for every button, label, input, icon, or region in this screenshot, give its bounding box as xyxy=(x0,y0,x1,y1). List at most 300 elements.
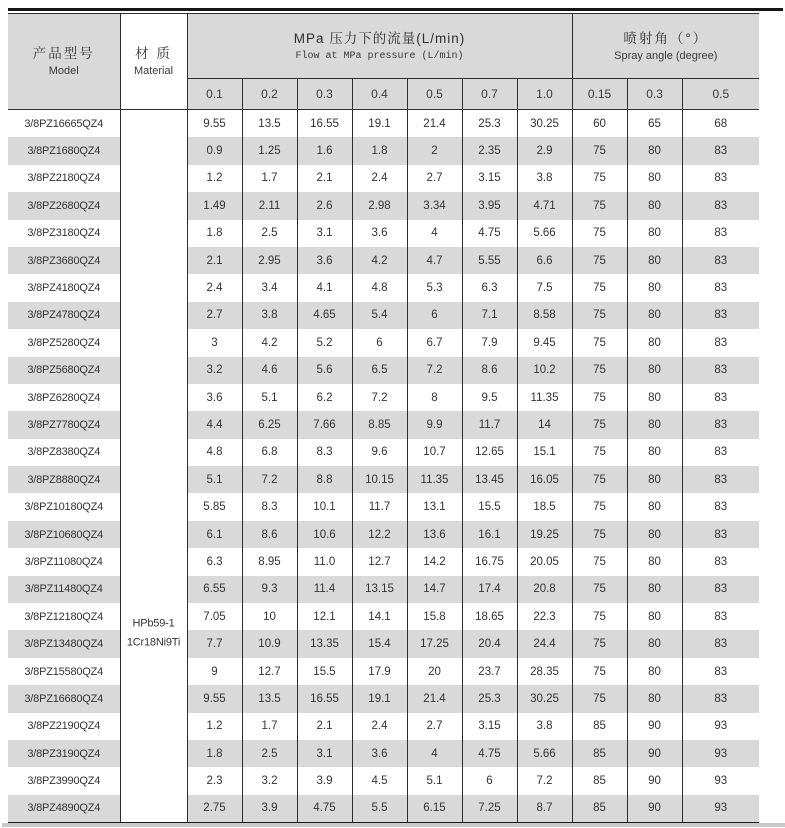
flow-value-cell: 2.1 xyxy=(187,247,242,274)
flow-value-cell: 1.7 xyxy=(242,713,297,740)
flow-value-cell: 3.6 xyxy=(352,740,407,767)
spray-value-cell: 75 xyxy=(572,439,627,466)
flow-value-cell: 2.4 xyxy=(352,165,407,192)
spray-value-cell: 75 xyxy=(572,411,627,438)
spray-value-cell: 83 xyxy=(714,364,728,377)
spray-value-cell: 83 xyxy=(714,638,728,651)
model-cell: 3/8PZ16680QZ4 xyxy=(8,685,120,712)
header-material-en: Material xyxy=(133,65,174,78)
flow-value-cell: 2.6 xyxy=(297,192,352,219)
flow-value-cell: 3.2 xyxy=(187,357,242,384)
flow-value-cell: 22.3 xyxy=(517,603,572,630)
flow-value-cell: 2.75 xyxy=(187,795,242,823)
flow-value-cell: 19.1 xyxy=(352,110,407,138)
spray-value-cell: 80 xyxy=(627,658,682,685)
flow-value-cell: 6.25 xyxy=(242,411,297,438)
spray-value-cell: 65 xyxy=(627,110,682,138)
spray-value-cell: 90 xyxy=(627,767,682,794)
flow-value-cell: 7.2 xyxy=(407,357,462,384)
flow-value-cell: 1.49 xyxy=(187,192,242,219)
flow-value-cell: 1.25 xyxy=(242,137,297,164)
flow-value-cell: 20 xyxy=(407,658,462,685)
spray-pressure-header: 0.5 xyxy=(682,79,759,110)
flow-value-cell: 2.9 xyxy=(517,137,572,164)
material-line1: HPb59-1 xyxy=(132,617,175,630)
spray-value-cell: 80 xyxy=(627,220,682,247)
spray-value-cell: 80 xyxy=(627,439,682,466)
flow-value-cell: 8.7 xyxy=(517,795,572,823)
flow-value-cell: 5.6 xyxy=(297,357,352,384)
flow-value-cell: 4.6 xyxy=(242,357,297,384)
flow-pressure-header: 0.3 xyxy=(297,79,352,110)
flow-value-cell: 14.2 xyxy=(407,548,462,575)
model-cell: 3/8PZ1680QZ4 xyxy=(8,137,120,164)
flow-value-cell: 13.1 xyxy=(407,493,462,520)
spray-value-cell: 80 xyxy=(627,630,682,657)
spray-pressure-header: 0.3 xyxy=(627,79,682,110)
flow-value-cell: 4 xyxy=(407,740,462,767)
flow-value-cell: 2.4 xyxy=(187,274,242,301)
spray-value-cell: 75 xyxy=(572,384,627,411)
flow-value-cell: 4.2 xyxy=(242,329,297,356)
flow-value-cell: 10.2 xyxy=(517,357,572,384)
model-cell: 3/8PZ6280QZ4 xyxy=(8,384,120,411)
spray-value-cell: 80 xyxy=(627,274,682,301)
spray-value-cell: 80 xyxy=(627,302,682,329)
spray-value-cell: 75 xyxy=(572,548,627,575)
flow-value-cell: 17.25 xyxy=(407,630,462,657)
flow-value-cell: 2.1 xyxy=(297,165,352,192)
flow-value-cell: 3.15 xyxy=(462,713,517,740)
flow-value-cell: 12.1 xyxy=(297,603,352,630)
spray-value-cell: 80 xyxy=(627,137,682,164)
flow-value-cell: 5.66 xyxy=(517,220,572,247)
spray-value-cell: 85 xyxy=(572,740,627,767)
spray-value-cell: 90 xyxy=(627,795,682,823)
flow-value-cell: 2.4 xyxy=(352,713,407,740)
flow-value-cell: 5.4 xyxy=(352,302,407,329)
flow-value-cell: 3.1 xyxy=(297,740,352,767)
flow-value-cell: 21.4 xyxy=(407,110,462,138)
flow-value-cell: 6.15 xyxy=(407,795,462,823)
spray-value-cell: 83 xyxy=(714,336,728,349)
flow-value-cell: 5.1 xyxy=(187,466,242,493)
flow-value-cell: 13.5 xyxy=(242,685,297,712)
model-cell: 3/8PZ5280QZ4 xyxy=(8,329,120,356)
flow-value-cell: 7.2 xyxy=(242,466,297,493)
table-row xyxy=(8,110,759,138)
spray-value-cell: 75 xyxy=(572,329,627,356)
flow-value-cell: 16.05 xyxy=(517,466,572,493)
flow-value-cell: 1.2 xyxy=(187,165,242,192)
flow-value-cell: 9.55 xyxy=(187,685,242,712)
flow-value-cell: 5.2 xyxy=(297,329,352,356)
model-cell: 3/8PZ15580QZ4 xyxy=(8,658,120,685)
flow-value-cell: 4.4 xyxy=(187,411,242,438)
flow-value-cell: 15.8 xyxy=(407,603,462,630)
model-cell: 3/8PZ4890QZ4 xyxy=(8,795,120,823)
flow-value-cell: 4 xyxy=(407,220,462,247)
flow-value-cell: 3.6 xyxy=(187,384,242,411)
page-edge-band xyxy=(2,823,785,827)
flow-value-cell: 4.75 xyxy=(462,220,517,247)
flow-value-cell: 2.11 xyxy=(242,192,297,219)
header-flow-en: Flow at MPa pressure (L/min) xyxy=(295,50,464,62)
header-model-en: Model xyxy=(48,65,79,78)
flow-value-cell: 2.35 xyxy=(462,137,517,164)
flow-value-cell: 2.7 xyxy=(407,165,462,192)
flow-value-cell: 11.7 xyxy=(352,493,407,520)
flow-value-cell: 7.25 xyxy=(462,795,517,823)
spray-value-cell: 80 xyxy=(627,685,682,712)
flow-value-cell: 6.7 xyxy=(407,329,462,356)
flow-value-cell: 10 xyxy=(242,603,297,630)
spray-value-cell: 80 xyxy=(627,357,682,384)
spray-value-cell: 83 xyxy=(714,528,728,541)
flow-value-cell: 9.55 xyxy=(187,110,242,138)
spray-value-cell: 75 xyxy=(572,466,627,493)
flow-value-cell: 5.55 xyxy=(462,247,517,274)
flow-value-cell: 4.2 xyxy=(352,247,407,274)
spray-value-cell: 83 xyxy=(714,199,728,212)
flow-value-cell: 6.2 xyxy=(297,384,352,411)
flow-value-cell: 3.8 xyxy=(517,165,572,192)
spray-value-cell: 75 xyxy=(572,137,627,164)
spray-value-cell: 75 xyxy=(572,165,627,192)
flow-value-cell: 20.05 xyxy=(517,548,572,575)
flow-value-cell: 4.7 xyxy=(407,247,462,274)
flow-value-cell: 7.2 xyxy=(517,767,572,794)
flow-value-cell: 1.8 xyxy=(187,740,242,767)
header-material xyxy=(120,14,187,110)
flow-value-cell: 25.3 xyxy=(462,685,517,712)
flow-value-cell: 18.5 xyxy=(517,493,572,520)
spray-pressure-header: 0.15 xyxy=(572,79,627,110)
spray-value-cell: 83 xyxy=(714,555,728,568)
flow-value-cell: 1.2 xyxy=(187,713,242,740)
spray-value-cell: 93 xyxy=(714,747,728,760)
spray-value-cell: 80 xyxy=(627,411,682,438)
spray-value-cell: 83 xyxy=(714,418,728,431)
flow-value-cell: 3.6 xyxy=(352,220,407,247)
flow-value-cell: 2.7 xyxy=(187,302,242,329)
flow-value-cell: 20.4 xyxy=(462,630,517,657)
flow-value-cell: 4.75 xyxy=(462,740,517,767)
flow-value-cell: 4.75 xyxy=(297,795,352,823)
spray-value-cell: 83 xyxy=(714,227,728,240)
flow-value-cell: 21.4 xyxy=(407,685,462,712)
flow-value-cell: 2.1 xyxy=(297,713,352,740)
flow-value-cell: 11.35 xyxy=(407,466,462,493)
flow-value-cell: 12.7 xyxy=(242,658,297,685)
flow-value-cell: 8.6 xyxy=(462,357,517,384)
flow-value-cell: 12.2 xyxy=(352,521,407,548)
flow-value-cell: 10.7 xyxy=(407,439,462,466)
flow-value-cell: 7.05 xyxy=(187,603,242,630)
model-cell: 3/8PZ8380QZ4 xyxy=(8,439,120,466)
flow-value-cell: 14.7 xyxy=(407,576,462,603)
flow-value-cell: 10.9 xyxy=(242,630,297,657)
header-spray-zh: 喷射角（°） xyxy=(623,30,709,46)
model-cell: 3/8PZ7780QZ4 xyxy=(8,411,120,438)
flow-value-cell: 30.25 xyxy=(517,110,572,138)
material-cell xyxy=(120,110,187,824)
flow-value-cell: 2.5 xyxy=(242,740,297,767)
spray-value-cell: 93 xyxy=(714,802,728,815)
flow-value-cell: 4.71 xyxy=(517,192,572,219)
spray-value-cell: 80 xyxy=(627,165,682,192)
flow-value-cell: 2.5 xyxy=(242,220,297,247)
header-material-zh: 材 质 xyxy=(135,46,172,62)
model-cell: 3/8PZ12180QZ4 xyxy=(8,603,120,630)
flow-value-cell: 9.9 xyxy=(407,411,462,438)
spray-value-cell: 83 xyxy=(714,309,728,322)
spray-value-cell: 75 xyxy=(572,220,627,247)
spray-value-cell: 80 xyxy=(627,548,682,575)
flow-value-cell: 7.66 xyxy=(297,411,352,438)
spray-value-cell: 75 xyxy=(572,357,627,384)
flow-value-cell: 4.1 xyxy=(297,274,352,301)
spray-value-cell: 75 xyxy=(572,603,627,630)
flow-value-cell: 3.95 xyxy=(462,192,517,219)
flow-value-cell: 8.8 xyxy=(297,466,352,493)
flow-value-cell: 13.45 xyxy=(462,466,517,493)
material-line2: 1Cr18Ni9Ti xyxy=(126,636,181,649)
spray-value-cell: 80 xyxy=(627,329,682,356)
flow-pressure-header: 0.7 xyxy=(462,79,517,110)
spray-value-cell: 80 xyxy=(627,603,682,630)
spray-value-cell: 75 xyxy=(572,493,627,520)
flow-value-cell: 5.66 xyxy=(517,740,572,767)
flow-value-cell: 1.8 xyxy=(352,137,407,164)
flow-value-cell: 3.4 xyxy=(242,274,297,301)
spray-value-cell: 75 xyxy=(572,274,627,301)
header-flow-group xyxy=(187,14,572,79)
flow-value-cell: 11.7 xyxy=(462,411,517,438)
flow-pressure-header: 0.2 xyxy=(242,79,297,110)
model-cell: 3/8PZ4780QZ4 xyxy=(8,302,120,329)
flow-value-cell: 16.1 xyxy=(462,521,517,548)
flow-value-cell: 4.8 xyxy=(187,439,242,466)
flow-pressure-header: 0.1 xyxy=(187,79,242,110)
flow-value-cell: 12.7 xyxy=(352,548,407,575)
spray-value-cell: 75 xyxy=(572,302,627,329)
spray-value-cell: 83 xyxy=(714,446,728,459)
flow-value-cell: 8.3 xyxy=(297,439,352,466)
model-cell: 3/8PZ16665QZ4 xyxy=(8,110,120,138)
spray-value-cell: 80 xyxy=(627,384,682,411)
flow-value-cell: 6.6 xyxy=(517,247,572,274)
flow-value-cell: 23.7 xyxy=(462,658,517,685)
spray-value-cell: 85 xyxy=(572,795,627,823)
flow-value-cell: 7.1 xyxy=(462,302,517,329)
flow-value-cell: 6.5 xyxy=(352,357,407,384)
table-header xyxy=(8,14,759,110)
model-cell: 3/8PZ8880QZ4 xyxy=(8,466,120,493)
flow-value-cell: 20.8 xyxy=(517,576,572,603)
flow-value-cell: 5.85 xyxy=(187,493,242,520)
model-cell: 3/8PZ2190QZ4 xyxy=(8,713,120,740)
flow-value-cell: 11.35 xyxy=(517,384,572,411)
flow-pressure-header: 0.4 xyxy=(352,79,407,110)
flow-value-cell: 10.1 xyxy=(297,493,352,520)
flow-value-cell: 4.5 xyxy=(352,767,407,794)
flow-value-cell: 7.5 xyxy=(517,274,572,301)
flow-value-cell: 24.4 xyxy=(517,630,572,657)
flow-value-cell: 6.1 xyxy=(187,521,242,548)
flow-value-cell: 5.1 xyxy=(242,384,297,411)
flow-value-cell: 3.15 xyxy=(462,165,517,192)
spray-value-cell: 75 xyxy=(572,658,627,685)
flow-value-cell: 1.6 xyxy=(297,137,352,164)
spray-value-cell: 80 xyxy=(627,247,682,274)
flow-value-cell: 10.6 xyxy=(297,521,352,548)
flow-value-cell: 14 xyxy=(517,411,572,438)
flow-value-cell: 16.55 xyxy=(297,685,352,712)
model-cell: 3/8PZ10680QZ4 xyxy=(8,521,120,548)
header-model xyxy=(8,14,120,110)
flow-value-cell: 13.15 xyxy=(352,576,407,603)
flow-value-cell: 5.5 xyxy=(352,795,407,823)
flow-pressure-header: 1.0 xyxy=(517,79,572,110)
model-cell: 3/8PZ5680QZ4 xyxy=(8,357,120,384)
spray-value-cell: 83 xyxy=(714,391,728,404)
flow-value-cell: 28.35 xyxy=(517,658,572,685)
flow-value-cell: 7.9 xyxy=(462,329,517,356)
flow-value-cell: 2.95 xyxy=(242,247,297,274)
spray-value-cell: 93 xyxy=(714,775,728,788)
flow-value-cell: 9.5 xyxy=(462,384,517,411)
spray-value-cell: 90 xyxy=(627,713,682,740)
flow-value-cell: 9.3 xyxy=(242,576,297,603)
flow-value-cell: 30.25 xyxy=(517,685,572,712)
flow-value-cell: 12.65 xyxy=(462,439,517,466)
flow-value-cell: 6 xyxy=(407,302,462,329)
flow-value-cell: 3.34 xyxy=(407,192,462,219)
flow-value-cell: 14.1 xyxy=(352,603,407,630)
model-cell: 3/8PZ10180QZ4 xyxy=(8,493,120,520)
flow-value-cell: 2 xyxy=(407,137,462,164)
spray-value-cell: 83 xyxy=(714,665,728,678)
model-cell: 3/8PZ3190QZ4 xyxy=(8,740,120,767)
spray-value-cell: 75 xyxy=(572,521,627,548)
spray-value-cell: 83 xyxy=(714,254,728,267)
flow-value-cell: 6 xyxy=(352,329,407,356)
flow-value-cell: 7.2 xyxy=(352,384,407,411)
flow-value-cell: 2.98 xyxy=(352,192,407,219)
flow-value-cell: 8.58 xyxy=(517,302,572,329)
flow-value-cell: 3.8 xyxy=(517,713,572,740)
flow-value-cell: 11.4 xyxy=(297,576,352,603)
flow-value-cell: 17.9 xyxy=(352,658,407,685)
spray-value-cell: 75 xyxy=(572,192,627,219)
spray-value-cell: 75 xyxy=(572,685,627,712)
flow-value-cell: 5.1 xyxy=(407,767,462,794)
flow-value-cell: 8.3 xyxy=(242,493,297,520)
spray-value-cell: 83 xyxy=(714,282,728,295)
flow-value-cell: 8.6 xyxy=(242,521,297,548)
spray-value-cell: 80 xyxy=(627,576,682,603)
spray-value-cell: 83 xyxy=(714,610,728,623)
flow-value-cell: 2.7 xyxy=(407,713,462,740)
flow-value-cell: 19.1 xyxy=(352,685,407,712)
flow-value-cell: 2.3 xyxy=(187,767,242,794)
spray-value-cell: 90 xyxy=(627,740,682,767)
flow-value-cell: 4.65 xyxy=(297,302,352,329)
spray-value-cell: 80 xyxy=(627,493,682,520)
header-flow-zh: MPa 压力下的流量(L/min) xyxy=(293,31,466,47)
spray-value-cell: 80 xyxy=(627,521,682,548)
spec-table-sheet xyxy=(8,8,783,824)
flow-value-cell: 17.4 xyxy=(462,576,517,603)
model-cell: 3/8PZ3180QZ4 xyxy=(8,220,120,247)
flow-value-cell: 1.7 xyxy=(242,165,297,192)
flow-value-cell: 15.4 xyxy=(352,630,407,657)
flow-value-cell: 7.7 xyxy=(187,630,242,657)
header-spray-group xyxy=(572,14,759,79)
flow-value-cell: 6 xyxy=(462,767,517,794)
flow-value-cell: 5.3 xyxy=(407,274,462,301)
nozzle-spec-table xyxy=(8,13,759,824)
flow-value-cell: 13.6 xyxy=(407,521,462,548)
flow-value-cell: 3.2 xyxy=(242,767,297,794)
flow-value-cell: 9.45 xyxy=(517,329,572,356)
flow-value-cell: 10.15 xyxy=(352,466,407,493)
spray-value-cell: 83 xyxy=(714,501,728,514)
flow-value-cell: 13.35 xyxy=(297,630,352,657)
flow-value-cell: 3.9 xyxy=(297,767,352,794)
flow-value-cell: 8.95 xyxy=(242,548,297,575)
header-model-zh: 产品型号 xyxy=(32,46,95,62)
spray-value-cell: 83 xyxy=(714,692,728,705)
model-cell: 3/8PZ13480QZ4 xyxy=(8,630,120,657)
flow-value-cell: 8 xyxy=(407,384,462,411)
flow-value-cell: 13.5 xyxy=(242,110,297,138)
flow-value-cell: 18.65 xyxy=(462,603,517,630)
flow-value-cell: 19.25 xyxy=(517,521,572,548)
flow-value-cell: 6.8 xyxy=(242,439,297,466)
spray-value-cell: 80 xyxy=(627,192,682,219)
flow-value-cell: 4.8 xyxy=(352,274,407,301)
model-cell: 3/8PZ3680QZ4 xyxy=(8,247,120,274)
model-cell: 3/8PZ11480QZ4 xyxy=(8,576,120,603)
flow-value-cell: 6.55 xyxy=(187,576,242,603)
flow-value-cell: 3 xyxy=(187,329,242,356)
flow-value-cell: 1.8 xyxy=(187,220,242,247)
flow-value-cell: 16.55 xyxy=(297,110,352,138)
spray-value-cell: 83 xyxy=(714,145,728,158)
flow-value-cell: 3.6 xyxy=(297,247,352,274)
flow-value-cell: 3.8 xyxy=(242,302,297,329)
spray-value-cell: 75 xyxy=(572,576,627,603)
flow-value-cell: 15.1 xyxy=(517,439,572,466)
flow-value-cell: 15.5 xyxy=(462,493,517,520)
model-cell: 3/8PZ11080QZ4 xyxy=(8,548,120,575)
spray-value-cell: 85 xyxy=(572,713,627,740)
spray-value-cell: 68 xyxy=(714,117,728,130)
table-body xyxy=(8,110,759,824)
model-cell: 3/8PZ3990QZ4 xyxy=(8,767,120,794)
spray-value-cell: 93 xyxy=(714,720,728,733)
flow-value-cell: 3.1 xyxy=(297,220,352,247)
flow-value-cell: 9.6 xyxy=(352,439,407,466)
flow-value-cell: 11.0 xyxy=(297,548,352,575)
flow-value-cell: 25.3 xyxy=(462,110,517,138)
flow-value-cell: 6.3 xyxy=(187,548,242,575)
spray-value-cell: 75 xyxy=(572,630,627,657)
spray-value-cell: 83 xyxy=(714,473,728,486)
top-rule xyxy=(8,8,783,11)
